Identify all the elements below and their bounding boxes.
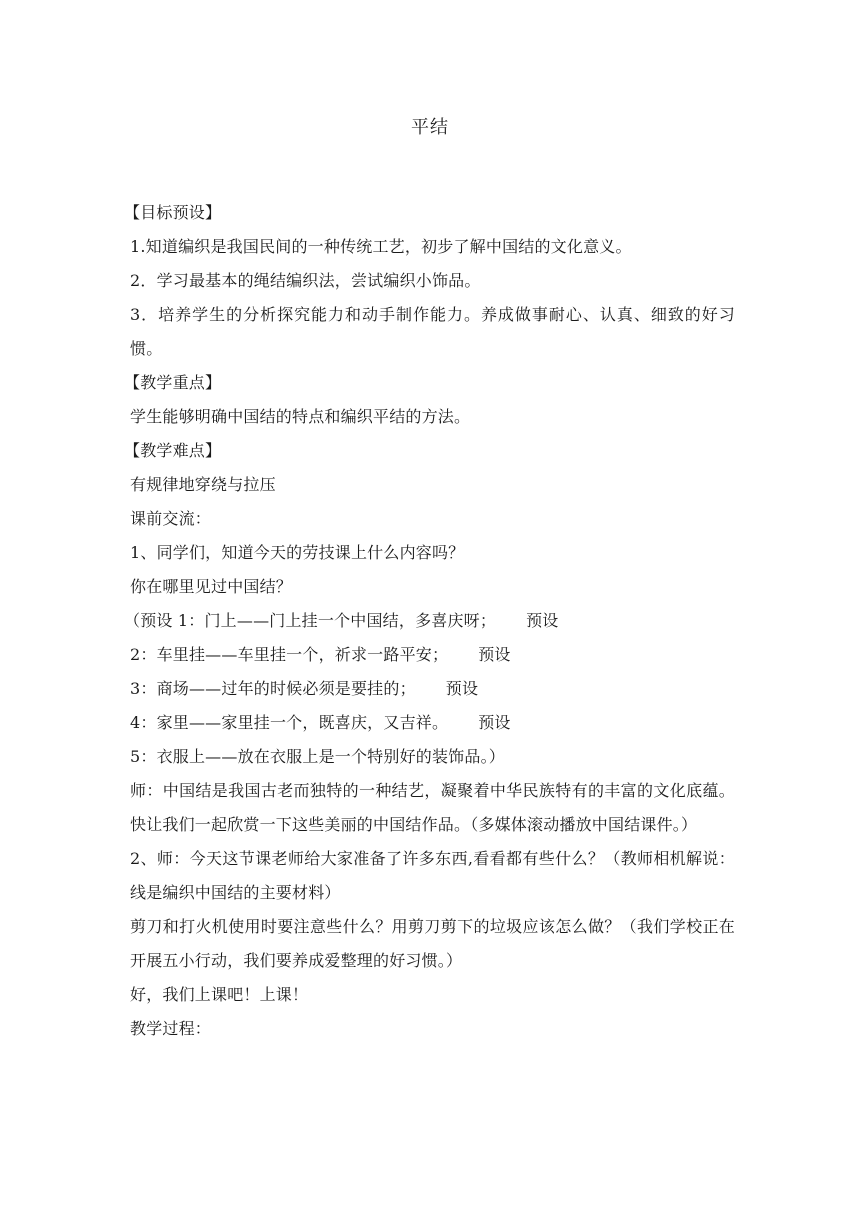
goal-2: 2．学习最基本的绳结编织法，尝试编织小饰品。 (130, 271, 481, 290)
pre-class-label: 课前交流： (130, 509, 212, 528)
preset-1-label: 预设 (526, 611, 559, 630)
preset-line-5: 5：衣服上——放在衣服上是一个特别好的装饰品。） (130, 747, 505, 766)
preset-3-label: 预设 (445, 679, 479, 698)
teacher-paragraph-1: 师：中国结是我国古老而独特的一种结艺，凝聚着中华民族特有的丰富的文化底蕴。快让我们一起欣赏一下这些美丽的中国结作品。（多媒体滚动播放中国结课件。） (130, 781, 735, 834)
preset-4-text: 4：家里——家里挂一个，既喜庆，又吉祥。 (130, 713, 449, 732)
start-class: 好，我们上课吧！上课！ (130, 985, 309, 1004)
teaching-process-label: 教学过程： (130, 1019, 212, 1038)
question-2: 2、师：今天这节课老师给大家准备了许多东西,看看都有些什么？（教师相机解说：线是编织中国结的主要材料） (130, 849, 735, 902)
preset-2-label: 预设 (478, 645, 511, 664)
preset-1-text: （预设 1：门上——门上挂一个中国结，多喜庆呀； (124, 611, 497, 630)
document-body (124, 196, 735, 1046)
preset-line-2 (130, 638, 735, 672)
question-1b: 你在哪里见过中国结？ (130, 577, 293, 596)
preset-4-label: 预设 (478, 713, 511, 732)
preset-3-text: 3：商场——过年的时候必须是要挂的； (130, 679, 416, 698)
preset-line-3 (130, 672, 735, 706)
goals-heading: 【目标预设】 (124, 203, 222, 222)
difficulty-heading: 【教学难点】 (124, 441, 222, 460)
key-heading: 【教学重点】 (124, 373, 222, 392)
preset-line-4 (130, 706, 735, 740)
question-1: 1、同学们，知道今天的劳技课上什么内容吗？ (130, 543, 465, 562)
preset-line-1 (124, 604, 735, 638)
goal-1: 1.知道编织是我国民间的一种传统工艺，初步了解中国结的文化意义。 (130, 237, 632, 256)
question-3: 剪刀和打火机使用时要注意些什么？用剪刀剪下的垃圾应该怎么做？（我们学校正在开展五小行动，我们要养成爱整理的好习惯。） (130, 917, 735, 970)
document-title: 平结 (411, 117, 449, 138)
difficulty-text: 有规律地穿绕与拉压 (130, 475, 276, 494)
key-text: 学生能够明确中国结的特点和编织平结的方法。 (130, 407, 471, 426)
goal-3: 3．培养学生的分析探究能力和动手制作能力。养成做事耐心、认真、细致的好习惯。 (130, 305, 735, 358)
preset-2-text: 2：车里挂——车里挂一个，祈求一路平安； (130, 645, 449, 664)
